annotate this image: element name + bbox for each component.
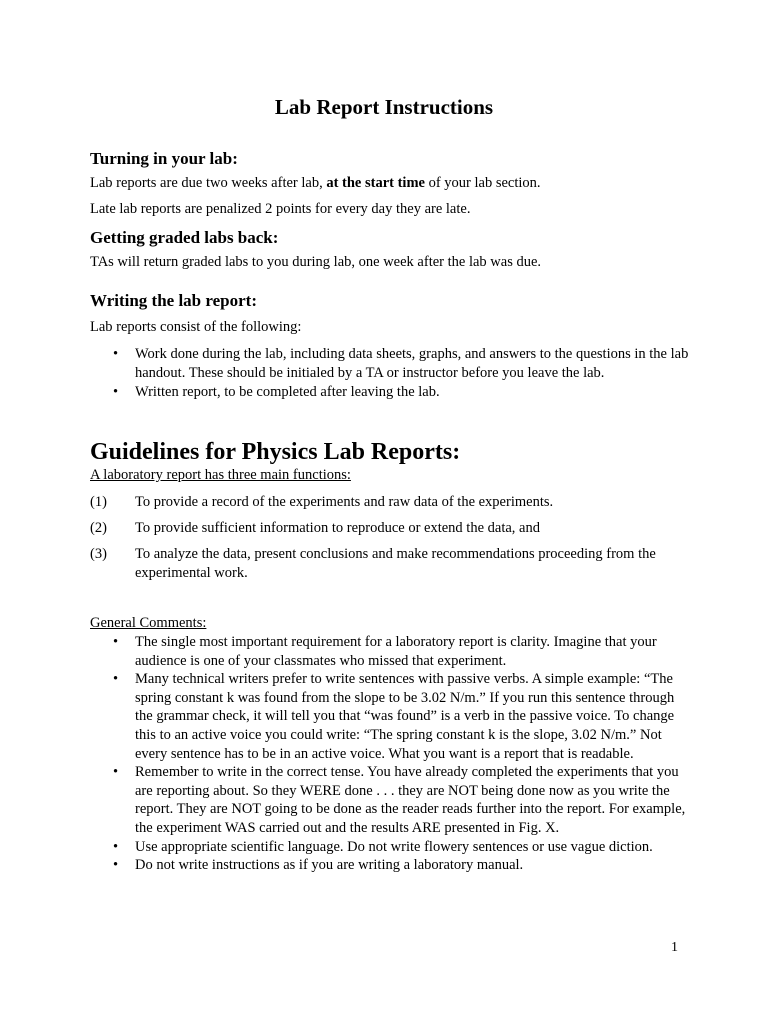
list-item-number: (3) [90, 546, 107, 562]
list-item-text: Work done during the lab, including data sheets, graphs, and answers to the questions in the lab handout. These should be initialed by a TA or instructor before you leave the lab. [135, 346, 689, 381]
list-item [90, 763, 690, 837]
list-item [90, 383, 690, 402]
list-item-text: To provide a record of the experiments and raw data of the experiments. [135, 494, 554, 510]
list-item [90, 345, 690, 383]
list-item-text: To provide sufficient information to reproduce or extend the data, and [135, 520, 540, 536]
list-item-text: The single most important requirement for a laboratory report is clarity. Imagine that your audience is one of your classmates who missed that experiment. [135, 634, 657, 669]
list-item-number: (2) [90, 520, 107, 536]
bullet-icon: • [113, 838, 119, 855]
bullet-icon: • [113, 346, 119, 362]
heading-turning-in: Turning in your lab: [90, 149, 238, 168]
turning-in-line-1-bold: at the start time [326, 175, 425, 191]
writing-bullet-list [90, 345, 690, 402]
list-item-text: Do not write instructions as if you are writing a laboratory manual. [135, 857, 524, 874]
heading-writing: Writing the lab report: [90, 291, 257, 310]
bullet-icon: • [113, 671, 119, 688]
list-item [90, 670, 690, 763]
guidelines-heading: Guidelines for Physics Lab Reports: [90, 439, 461, 465]
turning-in-line-1-prefix: Lab reports are due two weeks after lab, [90, 175, 327, 191]
bullet-icon: • [113, 857, 119, 874]
page-title: Lab Report Instructions [274, 95, 494, 119]
list-item [90, 519, 690, 538]
functions-list [90, 493, 690, 590]
writing-intro: Lab reports consist of the following: [90, 319, 302, 335]
list-item [90, 856, 690, 875]
general-comments-list [90, 633, 690, 875]
list-item-text: Use appropriate scientific language. Do not write flowery sentences or use vague diction. [135, 838, 653, 855]
list-item [90, 838, 690, 857]
page-number: 1 [671, 940, 678, 955]
bullet-icon: • [113, 764, 119, 781]
list-item [90, 545, 690, 583]
general-comments-heading: General Comments: [90, 615, 207, 631]
list-item [90, 493, 690, 512]
list-item [90, 633, 690, 670]
graded-back-line-1: TAs will return graded labs to you during lab, one week after the lab was due. [90, 254, 542, 270]
list-item-text: Remember to write in the correct tense. You have already completed the experiments that you are reporting about. So they WERE done . . . they are NOT being done now as you write the report. They are NOT going to be done as the reader reads further into the report. For example, the experiment WAS carried out and the results ARE presented in Fig. X. [135, 764, 686, 836]
list-item-text: Many technical writers prefer to write sentences with passive verbs. A simple example: “The spring constant k was found from the slope to be 3.02 N/m.” If you run this sentence through the grammar check, it will tell you that “was found” is a verb in the passive voice. To change this to an active voice you could write: “The spring constant k is the slope, 3.02 N/m.” Not every sentence has to be in an active voice. What you want is a report that is readable. [135, 671, 675, 762]
turning-in-line-1-suffix: of your lab section. [424, 175, 541, 191]
heading-graded-back: Getting graded labs back: [90, 228, 279, 247]
list-item-number: (1) [90, 494, 107, 510]
list-item-text: Written report, to be completed after leaving the lab. [135, 384, 440, 400]
turning-in-line-2: Late lab reports are penalized 2 points for every day they are late. [90, 201, 471, 217]
turning-in-line-1 [90, 174, 690, 192]
bullet-icon: • [113, 384, 119, 400]
list-item-text: To analyze the data, present conclusions and make recommendations proceeding from the experimental work. [135, 546, 656, 581]
guidelines-subheading: A laboratory report has three main functions: [90, 467, 351, 483]
bullet-icon: • [113, 634, 119, 650]
